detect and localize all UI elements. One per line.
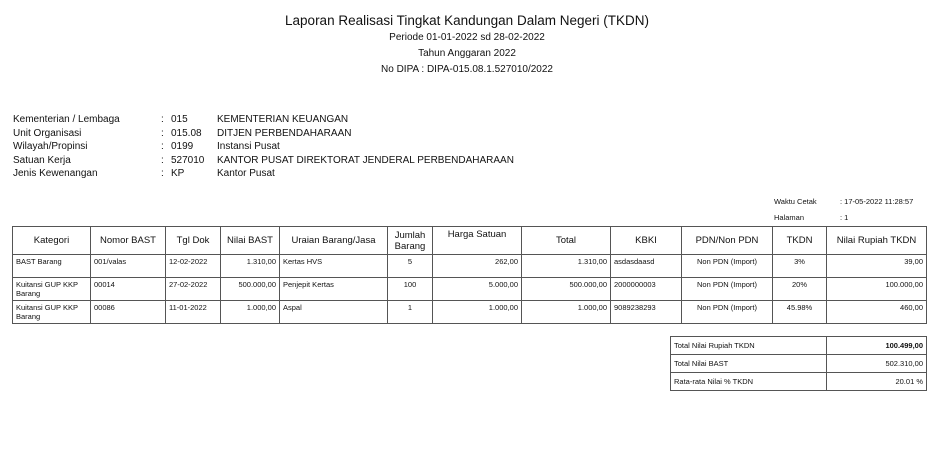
- col-header-nilai-bast: Nilai BAST: [221, 227, 280, 255]
- cell-uraian: Aspal: [280, 301, 388, 324]
- print-time-value: : 17-05-2022 11:28:57: [840, 197, 914, 206]
- col-header-tgl-dok: Tgl Dok: [166, 227, 221, 255]
- cell-jumlah: 100: [388, 278, 433, 301]
- info-code: KP: [171, 168, 185, 180]
- cell-nilai-bast: 500.000,00: [221, 278, 280, 301]
- col-header-pdn: PDN/Non PDN: [682, 227, 773, 255]
- info-value: KANTOR PUSAT DIREKTORAT JENDERAL PERBENDAHARAAN: [217, 154, 514, 166]
- cell-tgl-dok: 27-02-2022: [166, 278, 221, 301]
- info-code: 015: [171, 114, 188, 125]
- summary-label: Total Nilai Rupiah TKDN: [671, 337, 827, 355]
- summary-row-total-tkdn: [671, 337, 927, 355]
- cell-kbki: 2000000003: [611, 278, 682, 301]
- cell-tgl-dok: 12-02-2022: [166, 255, 221, 278]
- info-code: 015.08: [171, 127, 202, 139]
- summary-value: 502.310,00: [827, 355, 927, 373]
- cell-uraian: Penjepit Kertas: [280, 278, 388, 301]
- report-title: Laporan Realisasi Tingkat Kandungan Dalam Negeri (TKDN): [285, 13, 649, 28]
- cell-nomor-bast: 00086: [91, 301, 166, 324]
- info-label: Kementerian / Lembaga: [13, 114, 120, 125]
- col-header-kategori: Kategori: [13, 227, 91, 255]
- col-header-kbki: KBKI: [611, 227, 682, 255]
- tkdn-table: [12, 226, 927, 324]
- table-row: [13, 301, 927, 324]
- info-separator: :: [161, 168, 164, 180]
- print-time-label: Waktu Cetak: [774, 197, 817, 206]
- summary-row-total-bast: [671, 355, 927, 373]
- report-budget-year: Tahun Anggaran 2022: [418, 48, 516, 59]
- table-row: [13, 278, 927, 301]
- cell-jumlah: 5: [388, 255, 433, 278]
- col-header-jumlah: Jumlah Barang: [388, 227, 433, 255]
- cell-total: 500.000,00: [522, 278, 611, 301]
- col-header-total: Total: [522, 227, 611, 255]
- info-label: Unit Organisasi: [13, 127, 82, 139]
- page-number-label: Halaman: [774, 213, 805, 222]
- summary-value: 100.499,00: [827, 337, 927, 355]
- cell-total: 1.310,00: [522, 255, 611, 278]
- page-number: [774, 213, 848, 222]
- info-label: Satuan Kerja: [13, 154, 71, 166]
- table-row: [13, 255, 927, 278]
- cell-kategori: BAST Barang: [13, 255, 91, 278]
- info-row-unit: [13, 127, 514, 141]
- info-value: Instansi Pusat: [217, 141, 280, 153]
- info-row-authority: [13, 167, 514, 181]
- info-row-ministry: [13, 113, 514, 127]
- col-header-harga: Harga Satuan: [433, 227, 522, 255]
- cell-nomor-bast: 00014: [91, 278, 166, 301]
- info-code: 527010: [171, 154, 205, 166]
- cell-kbki: asdasdaasd: [611, 255, 682, 278]
- cell-tkdn: 3%: [773, 255, 827, 278]
- report-dipa: No DIPA : DIPA-015.08.1.527010/2022: [381, 64, 553, 75]
- cell-nilai-rupiah: 460,00: [827, 301, 927, 324]
- cell-harga: 5.000,00: [433, 278, 522, 301]
- cell-nilai-bast: 1.000,00: [221, 301, 280, 324]
- summary-value: 20.01 %: [827, 373, 927, 391]
- cell-nilai-rupiah: 39,00: [827, 255, 927, 278]
- summary-label: Total Nilai BAST: [671, 355, 827, 373]
- info-separator: :: [161, 141, 164, 153]
- summary-row-average-tkdn: [671, 373, 927, 391]
- cell-tgl-dok: 11-01-2022: [166, 301, 221, 324]
- summary-label: Rata-rata Nilai % TKDN: [671, 373, 827, 391]
- cell-tkdn: 20%: [773, 278, 827, 301]
- cell-kategori: Kuitansi GUP KKP Barang: [13, 301, 91, 324]
- print-time: [774, 197, 913, 206]
- info-row-region: [13, 140, 514, 154]
- cell-kbki: 9089238293: [611, 301, 682, 324]
- table-header-row: [13, 227, 927, 255]
- cell-harga: 1.000,00: [433, 301, 522, 324]
- page-number-value: : 1: [840, 213, 849, 222]
- report-header: [0, 12, 934, 77]
- cell-nomor-bast: 001/valas: [91, 255, 166, 278]
- col-header-nomor-bast: Nomor BAST: [91, 227, 166, 255]
- cell-harga: 262,00: [433, 255, 522, 278]
- cell-nilai-bast: 1.310,00: [221, 255, 280, 278]
- cell-kategori: Kuitansi GUP KKP Barang: [13, 278, 91, 301]
- col-header-nilai-rupiah: Nilai Rupiah TKDN: [827, 227, 927, 255]
- summary-table: [670, 336, 927, 391]
- cell-pdn: Non PDN (Import): [682, 301, 773, 324]
- info-separator: :: [161, 154, 164, 166]
- info-value: DITJEN PERBENDAHARAAN: [217, 127, 352, 139]
- col-header-uraian: Uraian Barang/Jasa: [280, 227, 388, 255]
- info-separator: :: [161, 127, 164, 139]
- cell-jumlah: 1: [388, 301, 433, 324]
- cell-pdn: Non PDN (Import): [682, 255, 773, 278]
- cell-total: 1.000,00: [522, 301, 611, 324]
- info-value: KEMENTERIAN KEUANGAN: [217, 114, 349, 125]
- info-code: 0199: [171, 141, 194, 153]
- info-value: Kantor Pusat: [217, 168, 275, 180]
- info-label: Jenis Kewenangan: [13, 168, 98, 180]
- info-label: Wilayah/Propinsi: [13, 141, 88, 153]
- cell-pdn: Non PDN (Import): [682, 278, 773, 301]
- info-row-work-unit: [13, 154, 514, 168]
- cell-uraian: Kertas HVS: [280, 255, 388, 278]
- organization-info: [13, 113, 514, 181]
- report-period: Periode 01-01-2022 sd 28-02-2022: [389, 32, 545, 43]
- col-header-tkdn: TKDN: [773, 227, 827, 255]
- cell-nilai-rupiah: 100.000,00: [827, 278, 927, 301]
- info-separator: :: [161, 114, 164, 125]
- cell-tkdn: 45.98%: [773, 301, 827, 324]
